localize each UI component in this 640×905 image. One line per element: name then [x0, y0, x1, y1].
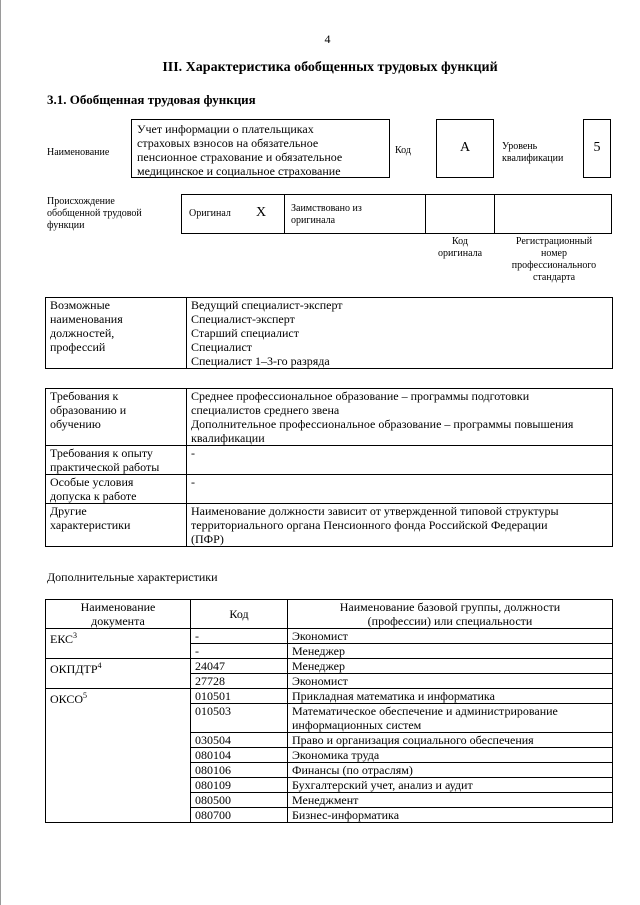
header-name: [288, 600, 613, 629]
subsection-title: 3.1. Обобщенная трудовая функция: [47, 92, 256, 107]
value-line: квалификации: [191, 431, 265, 445]
code-cell: 030504: [191, 733, 288, 748]
name-cell: Право и организация социального обеспечения: [288, 733, 613, 748]
function-name-box: [131, 119, 390, 178]
borrowed-label-line: Заимствовано из: [291, 203, 362, 214]
name-cell: [288, 704, 613, 733]
name-cell: Менеджер: [288, 659, 613, 674]
position-item: Специалист: [191, 340, 253, 354]
code-cell: -: [191, 629, 288, 644]
code-cell: 010501: [191, 689, 288, 704]
table-header-row: [46, 600, 613, 629]
name-cell: Менеджмент: [288, 793, 613, 808]
code-cell: 080109: [191, 778, 288, 793]
name-cell: Экономика труда: [288, 748, 613, 763]
function-name-line: Учет информации о плательщиках: [137, 122, 314, 136]
additional-table: [45, 599, 613, 823]
header-line: Наименование: [80, 600, 156, 614]
divider: [494, 194, 495, 234]
positions-list: [187, 298, 613, 369]
table-row: [46, 629, 613, 644]
reg-number-line: Регистрационный: [515, 236, 593, 247]
position-item: Старший специалист: [191, 326, 299, 340]
level-box: [583, 119, 611, 178]
label-line: Возможные: [50, 298, 110, 312]
position-item: Специалист 1–3-го разряда: [191, 354, 330, 368]
original-label: Оригинал: [189, 208, 231, 219]
value-line: Среднее профессиональное образование – программы подготовки: [191, 389, 530, 403]
label-line: практической работы: [50, 460, 160, 474]
reg-number-line: профессионального: [511, 260, 597, 271]
reg-number-line: стандарта: [532, 272, 576, 283]
table-row: [46, 446, 613, 475]
page-number: 4: [324, 32, 331, 46]
table-row: [46, 659, 613, 674]
value-line: территориального органа Пенсионного фонда Российской Федерации: [191, 518, 548, 532]
name-cell: Экономист: [288, 629, 613, 644]
origin-label-line: Происхождение: [47, 196, 115, 207]
divider: [425, 194, 426, 234]
positions-label: [46, 298, 187, 369]
level-label-line: квалификации: [502, 153, 564, 164]
label-line: образованию и: [50, 403, 127, 417]
reg-number-label: [497, 236, 611, 284]
level-label-line: Уровень: [502, 141, 538, 152]
name-cell: Менеджер: [288, 644, 613, 659]
doc-cell: ОКСО$^5$: [46, 689, 191, 823]
requirement-label: [46, 475, 187, 504]
borrowed-label: [291, 203, 362, 227]
doc-cell: ЕКС$^3$: [46, 629, 191, 659]
code-label: Код: [395, 145, 411, 156]
level-value: 5: [593, 140, 601, 155]
label-line: обучению: [50, 417, 101, 431]
function-name-line: страховых взносов на обязательное: [137, 136, 319, 150]
requirement-value: [187, 504, 613, 547]
scan-edge: [0, 0, 1, 905]
name-cell: Бухгалтерский учет, анализ и аудит: [288, 778, 613, 793]
origin-label-line: функции: [47, 220, 85, 231]
name-line: Математическое обеспечение и администрирование: [292, 704, 558, 718]
divider: [284, 194, 285, 234]
code-cell: -: [191, 644, 288, 659]
label-line: допуска к работе: [50, 489, 137, 503]
label-line: Требования к опыту: [50, 446, 153, 460]
code-cell: 080106: [191, 763, 288, 778]
header-line: Наименование базовой группы, должности: [339, 600, 561, 614]
name-cell: Прикладная математика и информатика: [288, 689, 613, 704]
table-row: [46, 475, 613, 504]
code-value: А: [459, 140, 471, 155]
function-name-line: пенсионное страхование и обязательное: [137, 150, 343, 164]
reg-number-line: номер: [541, 248, 567, 259]
name-line: информационных систем: [292, 718, 422, 732]
value-line: Дополнительное профессиональное образование – программы повышения: [191, 417, 574, 431]
header-doc: [46, 600, 191, 629]
requirement-label: [46, 504, 187, 547]
table-row: [46, 689, 613, 704]
borrowed-label-line: оригинала: [291, 215, 336, 226]
label-line: характеристики: [50, 518, 131, 532]
name-cell: Экономист: [288, 674, 613, 689]
level-label: [502, 141, 563, 165]
origin-box: [181, 194, 612, 234]
code-original-line: Код: [452, 236, 468, 247]
code-cell: 080700: [191, 808, 288, 823]
header-line: (профессии) или специальности: [367, 614, 533, 628]
doc-cell: ОКПДТР$^4$: [46, 659, 191, 689]
requirement-value: [187, 475, 613, 504]
value-line: -: [191, 446, 195, 460]
value-line: -: [191, 475, 195, 489]
original-mark: Х: [256, 205, 267, 220]
table-row: [46, 389, 613, 446]
code-cell: 010503: [191, 704, 288, 733]
code-box: [436, 119, 494, 178]
name-cell: Финансы (по отраслям): [288, 763, 613, 778]
value-line: специалистов среднего звена: [191, 403, 340, 417]
name-cell: Бизнес-информатика: [288, 808, 613, 823]
label-line: Особые условия: [50, 475, 134, 489]
requirement-label: [46, 446, 187, 475]
code-original-line: оригинала: [437, 248, 483, 259]
value-line: (ПФР): [191, 532, 224, 546]
code-cell: 080104: [191, 748, 288, 763]
code-cell: 27728: [191, 674, 288, 689]
label-line: профессий: [50, 340, 106, 354]
origin-label-line: обобщенной трудовой: [47, 208, 142, 219]
positions-table: [45, 297, 613, 369]
name-label: Наименование: [47, 147, 110, 158]
label-line: Требования к: [50, 389, 119, 403]
header-code: Код: [191, 600, 288, 629]
code-cell: 24047: [191, 659, 288, 674]
label-line: должностей,: [50, 326, 115, 340]
requirement-value: [187, 446, 613, 475]
code-original-label: [425, 236, 495, 260]
position-item: Специалист-эксперт: [191, 312, 295, 326]
requirement-value: [187, 389, 613, 446]
requirements-table: [45, 388, 613, 547]
header-line: документа: [91, 614, 145, 628]
requirement-label: [46, 389, 187, 446]
value-line: Наименование должности зависит от утвержденной типовой структуры: [191, 504, 559, 518]
function-name-line: медицинское и социальное страхование: [137, 164, 341, 178]
code-cell: 080500: [191, 793, 288, 808]
label-line: наименования: [50, 312, 123, 326]
section-title: III. Характеристика обобщенных трудовых функций: [162, 60, 498, 75]
origin-label: [47, 196, 142, 232]
additional-title: Дополнительные характеристики: [47, 570, 218, 584]
label-line: Другие: [50, 504, 87, 518]
table-row: [46, 504, 613, 547]
position-item: Ведущий специалист-эксперт: [191, 298, 343, 312]
